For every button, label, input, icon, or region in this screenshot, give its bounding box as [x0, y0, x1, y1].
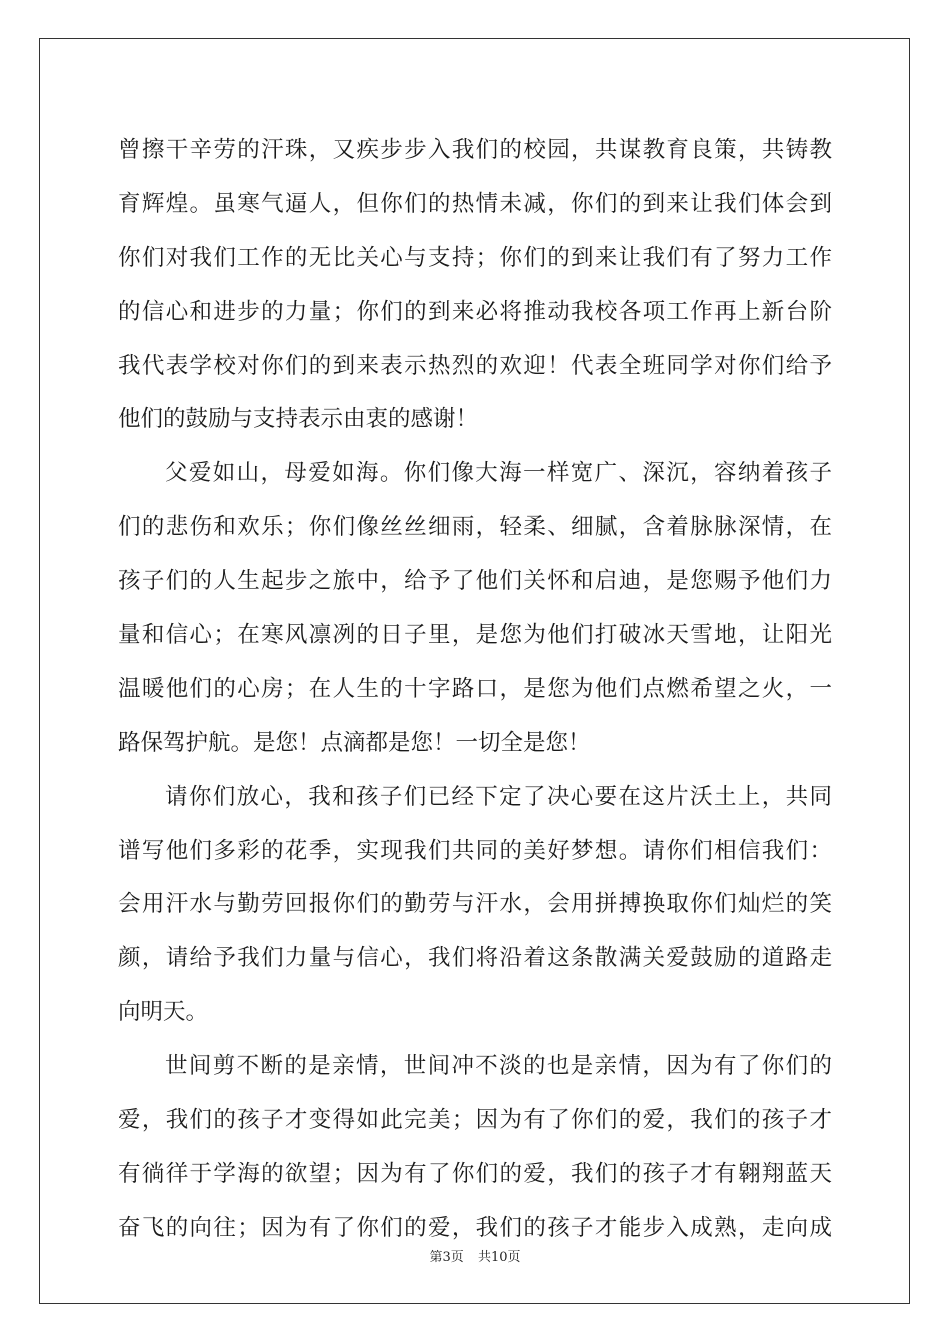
text-line: 量和信心；在寒风凛冽的日子里，是您为他们打破冰天雪地，让阳光 — [118, 622, 832, 649]
page-total: 共10页 — [477, 1250, 521, 1265]
text-line: 会用汗水与勤劳回报你们的勤劳与汗水，会用拼搏换取你们灿烂的笑 — [118, 891, 832, 918]
paragraph-4 — [118, 1040, 832, 1256]
text-line: 奋飞的向往；因为有了你们的爱，我们的孩子才能步入成熟，走向成 — [118, 1214, 832, 1241]
text-line: 的信心和进步的力量；你们的到来必将推动我校各项工作再上新台阶 — [118, 298, 832, 325]
text-line: 他们的鼓励与支持表示由衷的感谢！ — [118, 406, 479, 433]
text-line: 孩子们的人生起步之旅中，给予了他们关怀和启迪，是您赐予他们力 — [118, 568, 832, 595]
document-body — [118, 124, 832, 1256]
text-line: 曾擦干辛劳的汗珠，又疾步步入我们的校园，共谋教育良策，共铸教 — [118, 137, 832, 163]
text-line: 们的悲伤和欢乐；你们像丝丝细雨，轻柔、细腻，含着脉脉深情，在 — [118, 514, 832, 541]
text-line: 我代表学校对你们的到来表示热烈的欢迎！代表全班同学对你们给予 — [118, 352, 832, 379]
text-line: 育辉煌。虽寒气逼人，但你们的热情未减，你们的到来让我们体会到 — [118, 190, 832, 217]
text-line: 爱，我们的孩子才变得如此完美；因为有了你们的爱，我们的孩子才 — [118, 1107, 832, 1134]
text-line: 你们对我们工作的无比关心与支持；你们的到来让我们有了努力工作 — [118, 244, 832, 271]
page-footer — [0, 1246, 950, 1265]
text-line: 世间剪不断的是亲情，世间冲不淡的也是亲情，因为有了你们的 — [165, 1053, 832, 1080]
text-line: 父爱如山，母爱如海。你们像大海一样宽广、深沉，容纳着孩子 — [165, 460, 832, 487]
text-line: 请你们放心，我和孩子们已经下定了决心要在这片沃土上，共同 — [165, 783, 832, 810]
paragraph-3 — [118, 771, 832, 1040]
text-line: 向明天。 — [118, 999, 209, 1026]
text-line: 颜，请给予我们力量与信心，我们将沿着这条散满关爱鼓励的道路走 — [118, 945, 832, 972]
text-line: 温暖他们的心房；在人生的十字路口，是您为他们点燃希望之火，一 — [118, 675, 832, 702]
paragraph-2 — [118, 447, 832, 770]
text-line: 谱写他们多彩的花季，实现我们共同的美好梦想。请你们相信我们： — [118, 837, 832, 864]
text-line: 路保驾护航。是您！点滴都是您！一切全是您！ — [118, 729, 591, 756]
page-number: 第3页 — [429, 1250, 464, 1265]
text-line: 有徜徉于学海的欲望；因为有了你们的爱，我们的孩子才有翱翔蓝天 — [118, 1160, 832, 1187]
paragraph-1 — [118, 124, 832, 447]
